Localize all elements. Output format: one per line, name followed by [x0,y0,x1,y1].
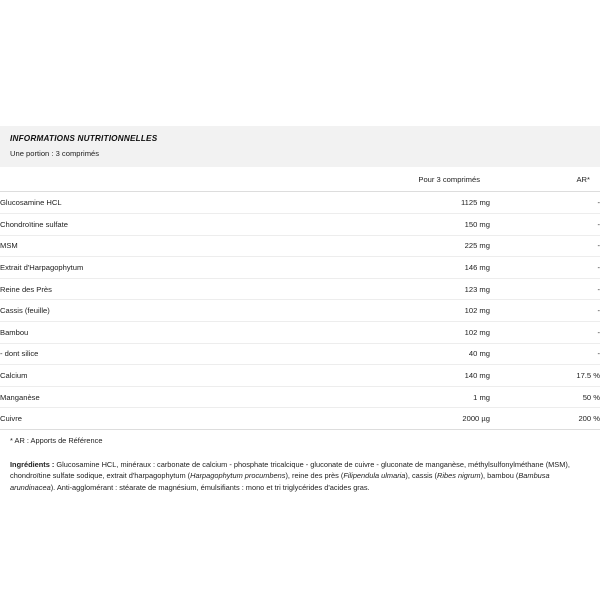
ingredients-text-2: ), reine des près ( [285,471,344,481]
column-header-nutrient [0,167,330,192]
table-row [0,300,600,322]
ingredients-label: Ingrédients : [10,459,55,469]
table-row [0,365,600,387]
table-row [0,343,600,365]
cell-amount: 225 mg [330,235,490,257]
table-header-row [0,167,600,192]
cell-nutrient: - dont silice [0,343,330,365]
ingredients-latin-2: Filipendula ulmaria [343,471,406,481]
table-row [0,235,600,257]
nutrition-header [0,126,600,167]
ingredients-latin-4: Bambusa arundinacea [10,471,550,492]
cell-amount: 123 mg [330,278,490,300]
cell-ar: - [490,321,600,343]
serving-size-text: Une portion : 3 comprimés [10,149,100,159]
cell-nutrient: Chondroïtine sulfate [0,213,330,235]
table-row [0,321,600,343]
cell-ar: - [490,213,600,235]
nutrition-table [0,167,600,430]
nutrition-title: INFORMATIONS NUTRITIONNELLES [10,134,158,143]
column-header-amount: Pour 3 comprimés [330,167,490,192]
cell-ar: - [490,300,600,322]
cell-ar: 200 % [490,408,600,430]
top-blank-area [0,0,600,126]
cell-amount: 146 mg [330,257,490,279]
cell-nutrient: Cuivre [0,408,330,430]
cell-nutrient: Extrait d'Harpagophytum [0,257,330,279]
cell-amount: 40 mg [330,343,490,365]
table-row [0,386,600,408]
table-row [0,408,600,430]
table-row [0,257,600,279]
ingredients-text-5: ). Anti-agglomérant : stéarate de magnésium, émulsifiants : mono et tri triglycérides d'acides gras. [50,482,370,492]
cell-ar: - [490,235,600,257]
ingredients-paragraph [0,446,600,493]
cell-ar: - [490,192,600,214]
cell-amount: 1 mg [330,386,490,408]
cell-ar: - [490,278,600,300]
cell-amount: 140 mg [330,365,490,387]
table-row [0,213,600,235]
cell-nutrient: Reine des Près [0,278,330,300]
ingredients-latin-1: Harpagophytum procumbens [190,471,286,481]
ingredients-text-4: ), bambou ( [480,471,519,481]
cell-nutrient: Cassis (feuille) [0,300,330,322]
cell-ar: - [490,343,600,365]
cell-nutrient: Glucosamine HCL [0,192,330,214]
ingredients-latin-3: Ribes nigrum [437,471,481,481]
cell-nutrient: Bambou [0,321,330,343]
cell-nutrient: MSM [0,235,330,257]
cell-amount: 150 mg [330,213,490,235]
cell-amount: 2000 µg [330,408,490,430]
cell-ar: 50 % [490,386,600,408]
table-row [0,278,600,300]
table-row [0,192,600,214]
cell-ar: 17.5 % [490,365,600,387]
cell-ar: - [490,257,600,279]
cell-amount: 102 mg [330,321,490,343]
ar-footnote: * AR : Apports de Référence [10,435,103,445]
cell-nutrient: Calcium [0,365,330,387]
column-header-ar: AR* [490,167,600,192]
ingredients-text-1: Glucosamine HCL, minéraux : carbonate de calcium - phosphate tricalcique - gluconate de cuivre - gluconate de manganèse, méthylsulfonylméthane (MSM), chondroïtine sulfate sodique, extrait d'harpagophytum ( [10,459,570,481]
cell-amount: 102 mg [330,300,490,322]
cell-amount: 1125 mg [330,192,490,214]
cell-nutrient: Manganèse [0,386,330,408]
table-body [0,192,600,430]
ingredients-text-3: ), cassis ( [405,471,438,481]
